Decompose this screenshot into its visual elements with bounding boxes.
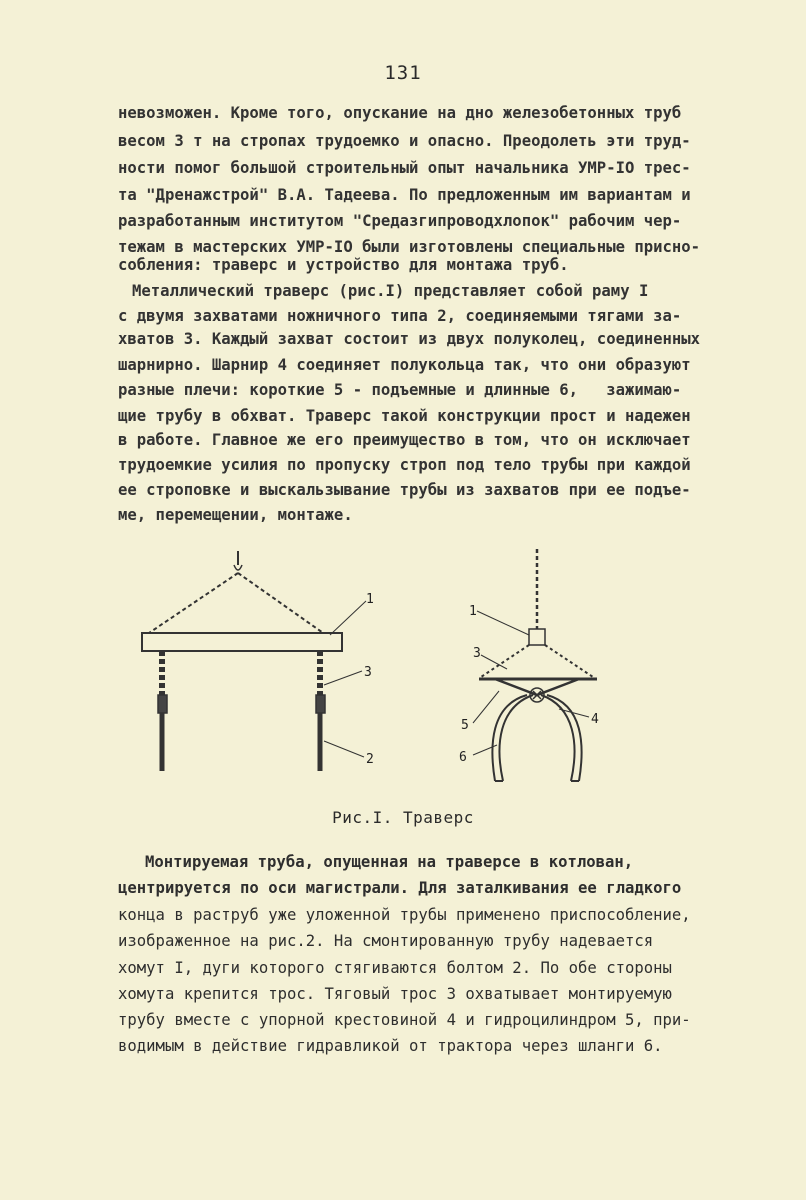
text-line: ности помог большой строительный опыт начальника УМР-IO трес-	[118, 159, 691, 177]
text-line: ее строповке и выскальзывание трубы из захватов при ее подъе-	[118, 481, 691, 499]
text-line: водимым в действие гидравликой от трактора через шланги 6.	[118, 1037, 663, 1055]
label-1: 1	[469, 604, 477, 619]
text-line: в работе. Главное же его преимущество в том, что он исключает	[118, 431, 691, 449]
text-line: с двумя захватами ножничного типа 2, соединяемыми тягами за-	[118, 307, 682, 325]
text-line: невозможен. Кроме того, опускание на дно железобетонных труб	[118, 104, 682, 122]
text-line: та "Дренажстрой" В.А. Тадеева. По предложенным им вариантам и	[118, 186, 691, 204]
figure-caption: Рис.I. Траверс	[332, 808, 474, 827]
text-line: собления: траверс и устройство для монтажа труб.	[118, 256, 569, 274]
text-line: щие трубу в обхват. Траверс такой конструкции прост и надежен	[118, 407, 691, 425]
label-4: 4	[591, 712, 599, 727]
label-3: 3	[473, 646, 481, 661]
text-line: тежам в мастерских УМР-IO были изготовлены специальные присно-	[118, 238, 701, 256]
text-line: Монтируемая труба, опущенная на траверсе в котлован,	[145, 853, 634, 871]
label-3: 3	[364, 665, 372, 680]
page-number: 131	[384, 62, 422, 84]
text-line: весом 3 т на стропах трудоемко и опасно. Преодолеть эти труд-	[118, 132, 691, 150]
text-line: хомута крепится трос. Тяговый трос 3 охватывает монтируемую	[118, 985, 672, 1003]
text-line: трудоемкие усилия по пропуску строп под тело трубы при каждой	[118, 456, 691, 474]
label-1: 1	[366, 592, 374, 607]
text-line: конца в раструб уже уложенной трубы применено приспособление,	[118, 906, 691, 924]
label-5: 5	[461, 718, 469, 733]
label-6: 6	[459, 750, 467, 765]
text-line: разработанным институтом "Средазгипроводхлопок" рабочим чер-	[118, 212, 682, 230]
traverse-grip-side-view-drawing	[455, 545, 615, 795]
text-line: трубу вместе с упорной крестовиной 4 и гидроцилиндром 5, при-	[118, 1011, 691, 1029]
text-line: хватов 3. Каждый захват состоит из двух полуколец, соединенных	[118, 330, 701, 348]
text-line: шарнирно. Шарнир 4 соединяет полукольца так, что они образуют	[118, 356, 691, 374]
label-2: 2	[366, 752, 374, 767]
text-line: хомут I, дуги которого стягиваются болтом 2. По обе стороны	[118, 959, 672, 977]
text-line: изображенное на рис.2. На смонтированную трубу надевается	[118, 932, 654, 950]
text-line: ме, перемещении, монтаже.	[118, 506, 353, 524]
text-line: центрируется по оси магистрали. Для заталкивания ее гладкого	[118, 879, 682, 897]
traverse-front-view-drawing	[130, 545, 390, 775]
text-line: разные плечи: короткие 5 - подъемные и длинные 6, зажимаю-	[118, 381, 682, 399]
text-line: Металлический траверс (рис.I) представляет собой раму I	[132, 282, 649, 300]
